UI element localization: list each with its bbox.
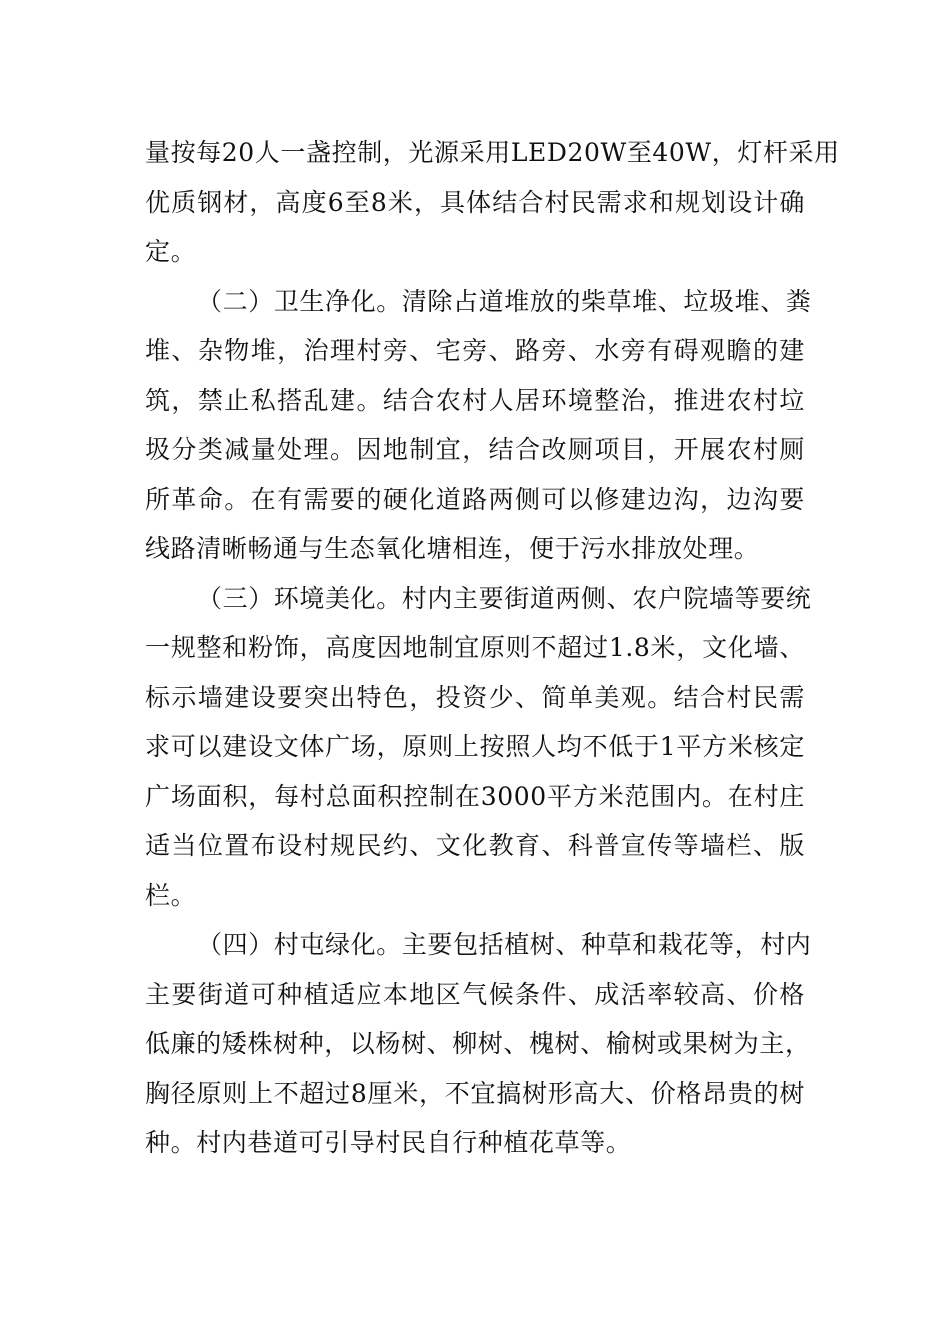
text-line: 标示墙建设要突出特色，投资少、简单美观。结合村民需 bbox=[145, 682, 805, 712]
text-line: 堆、杂物堆，治理村旁、宅旁、路旁、水旁有碍观瞻的建 bbox=[145, 336, 805, 365]
text-line: 低廉的矮株树种，以杨树、柳树、槐树、榆树或果树为主， bbox=[145, 1029, 811, 1058]
text-line: 所革命。在有需要的硬化道路两侧可以修建边沟，边沟要 bbox=[145, 484, 805, 514]
text-line: 种。村内巷道可引导村民自行种植花草等。 bbox=[145, 1128, 632, 1157]
paragraph-heading-line: （二）卫生净化。清除占道堆放的柴草堆、垃圾堆、粪 bbox=[197, 286, 812, 316]
text-line: 线路清晰畅通与生态氧化塘相连，便于污水排放处理。 bbox=[145, 534, 760, 563]
text-line: 量按每20人一盏控制，光源采用LED20W至40W，灯杆采用 bbox=[145, 138, 840, 167]
text-line: 圾分类减量处理。因地制宜，结合改厕项目，开展农村厕 bbox=[145, 435, 805, 464]
text-line: 广场面积，每村总面积控制在3000平方米范围内。在村庄 bbox=[145, 781, 805, 811]
paragraph-heading-line: （三）环境美化。村内主要街道两侧、农户院墙等要统 bbox=[197, 583, 812, 613]
paragraph-heading-line: （四）村屯绿化。主要包括植树、种草和栽花等，村内 bbox=[197, 930, 812, 959]
text-line: 求可以建设文体广场，原则上按照人均不低于1平方米核定 bbox=[145, 732, 805, 761]
text-line: 一规整和粉饰，高度因地制宜原则不超过1.8米，文化墙、 bbox=[145, 633, 805, 662]
text-line: 筑，禁止私搭乱建。结合农村人居环境整治，推进农村垃 bbox=[145, 385, 805, 415]
text-line: 栏。 bbox=[145, 880, 197, 910]
text-line: 适当位置布设村规民约、文化教育、科普宣传等墙栏、版 bbox=[145, 831, 805, 860]
text-line: 主要街道可种植适应本地区气候条件、成活率较高、价格 bbox=[145, 979, 805, 1009]
text-line: 胸径原则上不超过8厘米，不宜搞树形高大、价格昂贵的树 bbox=[145, 1078, 805, 1108]
text-line: 定。 bbox=[145, 237, 197, 266]
document-body bbox=[145, 128, 840, 1168]
text-line: 优质钢材，高度6至8米，具体结合村民需求和规划设计确 bbox=[145, 187, 805, 217]
